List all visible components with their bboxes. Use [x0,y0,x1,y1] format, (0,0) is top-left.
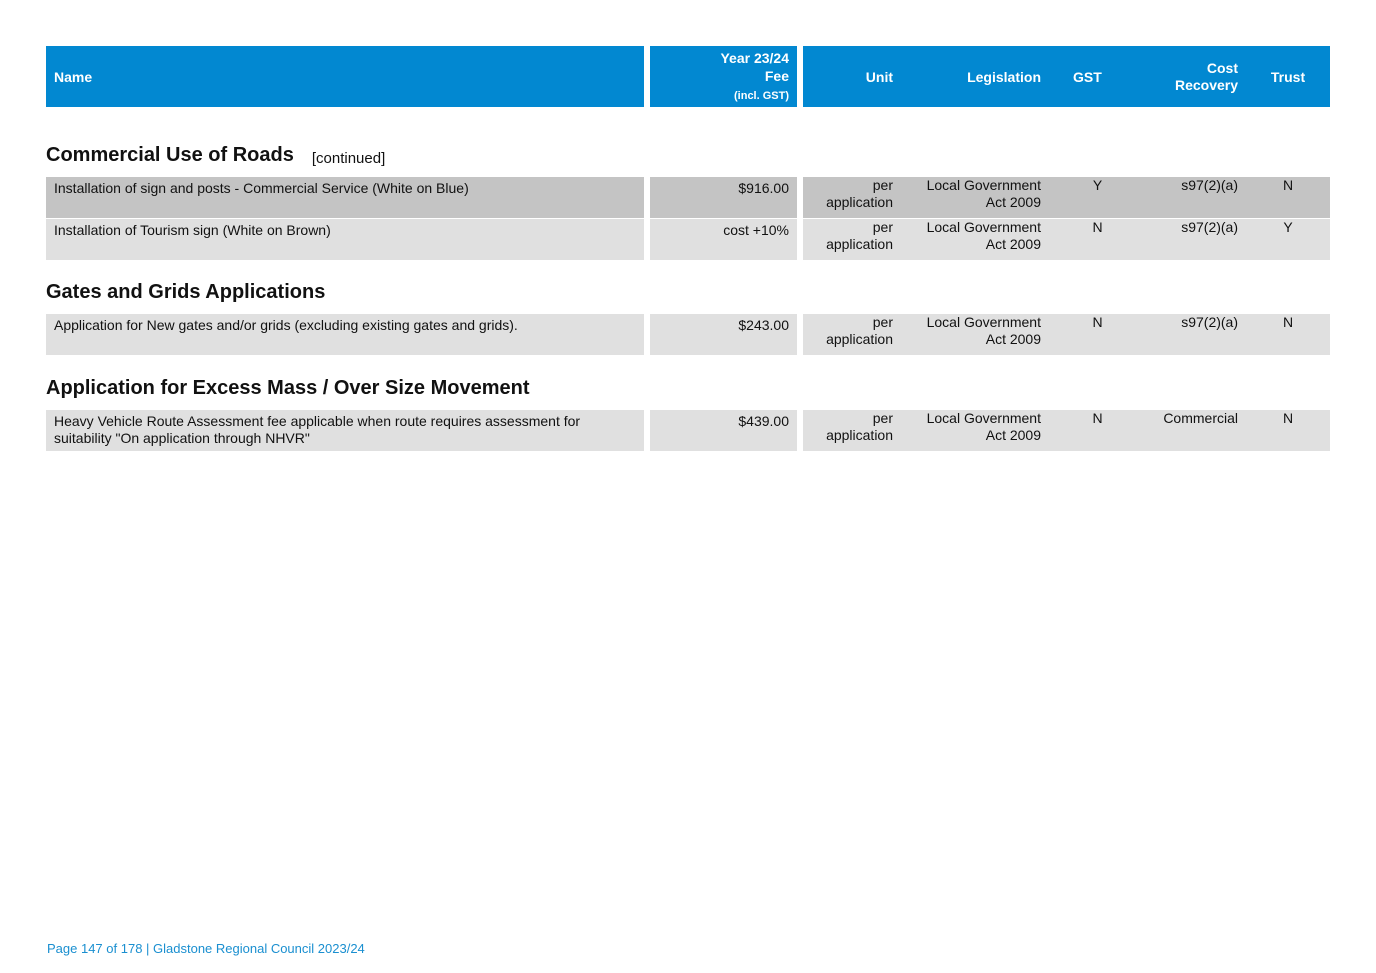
section-title: Gates and Grids Applications [46,281,326,303]
header-gst: GST [1073,68,1102,85]
page-footer: Page 147 of 178 | Gladstone Regional Council 2023/24 [47,941,365,956]
header-unit: Unit [865,68,893,85]
table-row: Heavy Vehicle Route Assessment fee applicable when route requires assessment for suitability "On application through NHVR" $439.00 per application Local Government Act 2009 N Commercial N [46,410,1330,451]
table-header [46,46,1330,107]
header-legislation: Legislation [967,68,1041,85]
continued-label: [continued] [311,150,386,167]
table-row: Application for New gates and/or grids (excluding existing gates and grids). $243.00 per application Local Government Act 2009 N s97(2)(a) N [46,314,1330,355]
section-title: Commercial Use of Roads [continued] [46,144,386,167]
fee-schedule [46,46,1330,451]
section-title: Application for Excess Mass / Over Size Movement [46,377,530,399]
header-trust: Trust [1270,68,1306,85]
header-rest [803,46,1330,107]
table-row: Installation of Tourism sign (White on Brown) cost +10% per application Local Government Act 2009 N s97(2)(a) Y [46,219,1330,260]
header-fee: Year 23/24 Fee (incl. GST) [650,46,797,107]
header-cost-recovery: Cost Recovery [1174,59,1238,93]
table-row: Installation of sign and posts - Commercial Service (White on Blue) $916.00 per application Local Government Act 2009 Y s97(2)(a) N [46,177,1330,218]
header-name: Name [46,46,644,107]
